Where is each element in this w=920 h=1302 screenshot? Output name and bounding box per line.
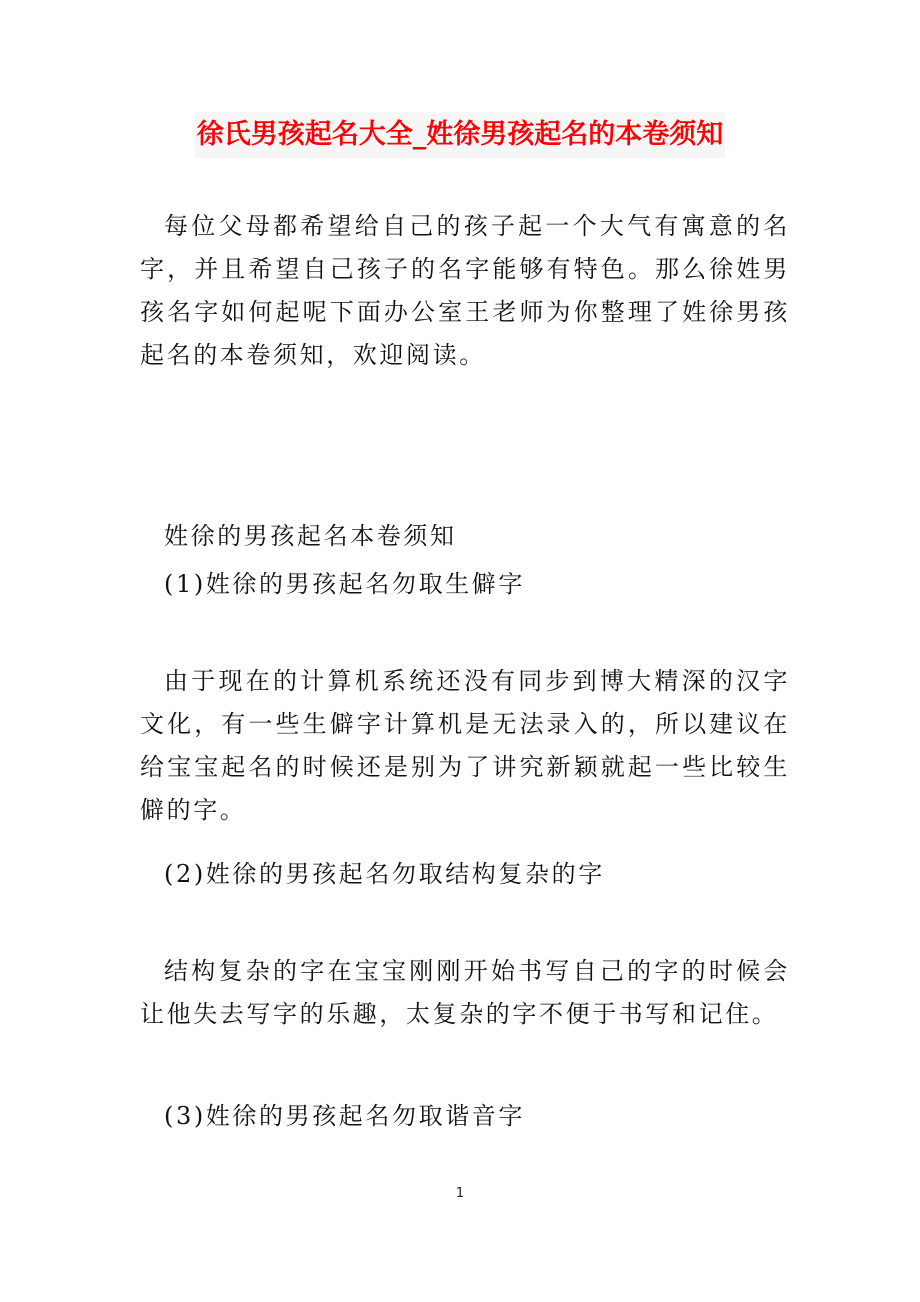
item-2-body: 结构复杂的字在宝宝刚刚开始书写自己的字的时候会让他失去写字的乐趣，太复杂的字不便于书写和记住。 — [140, 957, 790, 1028]
item-1-heading: (1)姓徐的男孩起名勿取生僻字 — [164, 570, 525, 598]
page-number: 1 — [455, 1186, 465, 1201]
item-1-body: 由于现在的计算机系统还没有同步到博大精深的汉字文化，有一些生僻字计算机是无法录入的，所以建议在给宝宝起名的时候还是别为了讲究新颖就起一些比较生僻的字。 — [140, 667, 790, 824]
page-title — [0, 112, 920, 158]
item-3-heading: (3)姓徐的男孩起名勿取谐音字 — [164, 1102, 525, 1130]
intro-paragraph: 每位父母都希望给自己的孩子起一个大气有寓意的名字，并且希望自己孩子的名字能够有特色。那么徐姓男孩名字如何起呢下面办公室王老师为你整理了姓徐男孩起名的本卷须知，欢迎阅读。 — [140, 212, 790, 369]
item-2-heading: (2)姓徐的男孩起名勿取结构复杂的字 — [164, 860, 605, 888]
section-heading: 姓徐的男孩起名本卷须知 — [164, 522, 457, 550]
title-text: 徐氏男孩起名大全_姓徐男孩起名的本卷须知 — [195, 112, 726, 158]
